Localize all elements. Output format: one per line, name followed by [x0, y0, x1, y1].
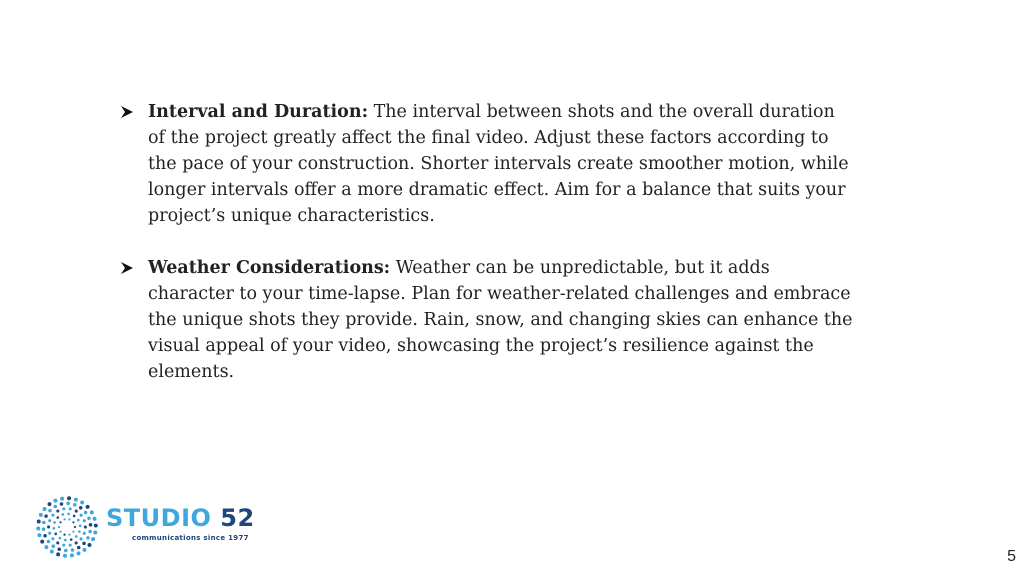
bullet-interval-duration — [120, 99, 855, 229]
arrowhead-bullet-icon — [120, 99, 138, 125]
logo-tagline: communications since 1977 — [132, 534, 249, 542]
logo-brand-word: STUDIO — [106, 504, 212, 532]
studio52-logo — [36, 496, 266, 558]
bullet-list — [120, 99, 855, 411]
dotted-swirl-logo-icon — [36, 496, 100, 558]
logo-brand-number: 52 — [220, 504, 255, 532]
logo-brand — [106, 504, 255, 532]
page-number: 5 — [1007, 548, 1016, 565]
bullet-term: Interval and Duration: — [148, 102, 369, 122]
bullet-weather-considerations — [120, 255, 855, 385]
bullet-text: Weather can be unpredictable, but it adds character to your time-lapse. Plan for weather-related challenges and embrace the unique shots they provide. Rain, snow, and changing skies can enhance the visual appeal of your video, showcasing the project’s resilience against the elements. — [148, 258, 853, 382]
bullet-text: The interval between shots and the overall duration of the project greatly affect the final video. Adjust these factors according to the pace of your construction. Shorter intervals create smoother motion, while longer intervals offer a more dramatic effect. Aim for a balance that suits your project’s unique characteristics. — [148, 102, 849, 226]
bullet-term: Weather Considerations: — [148, 258, 391, 278]
arrowhead-bullet-icon — [120, 255, 138, 281]
